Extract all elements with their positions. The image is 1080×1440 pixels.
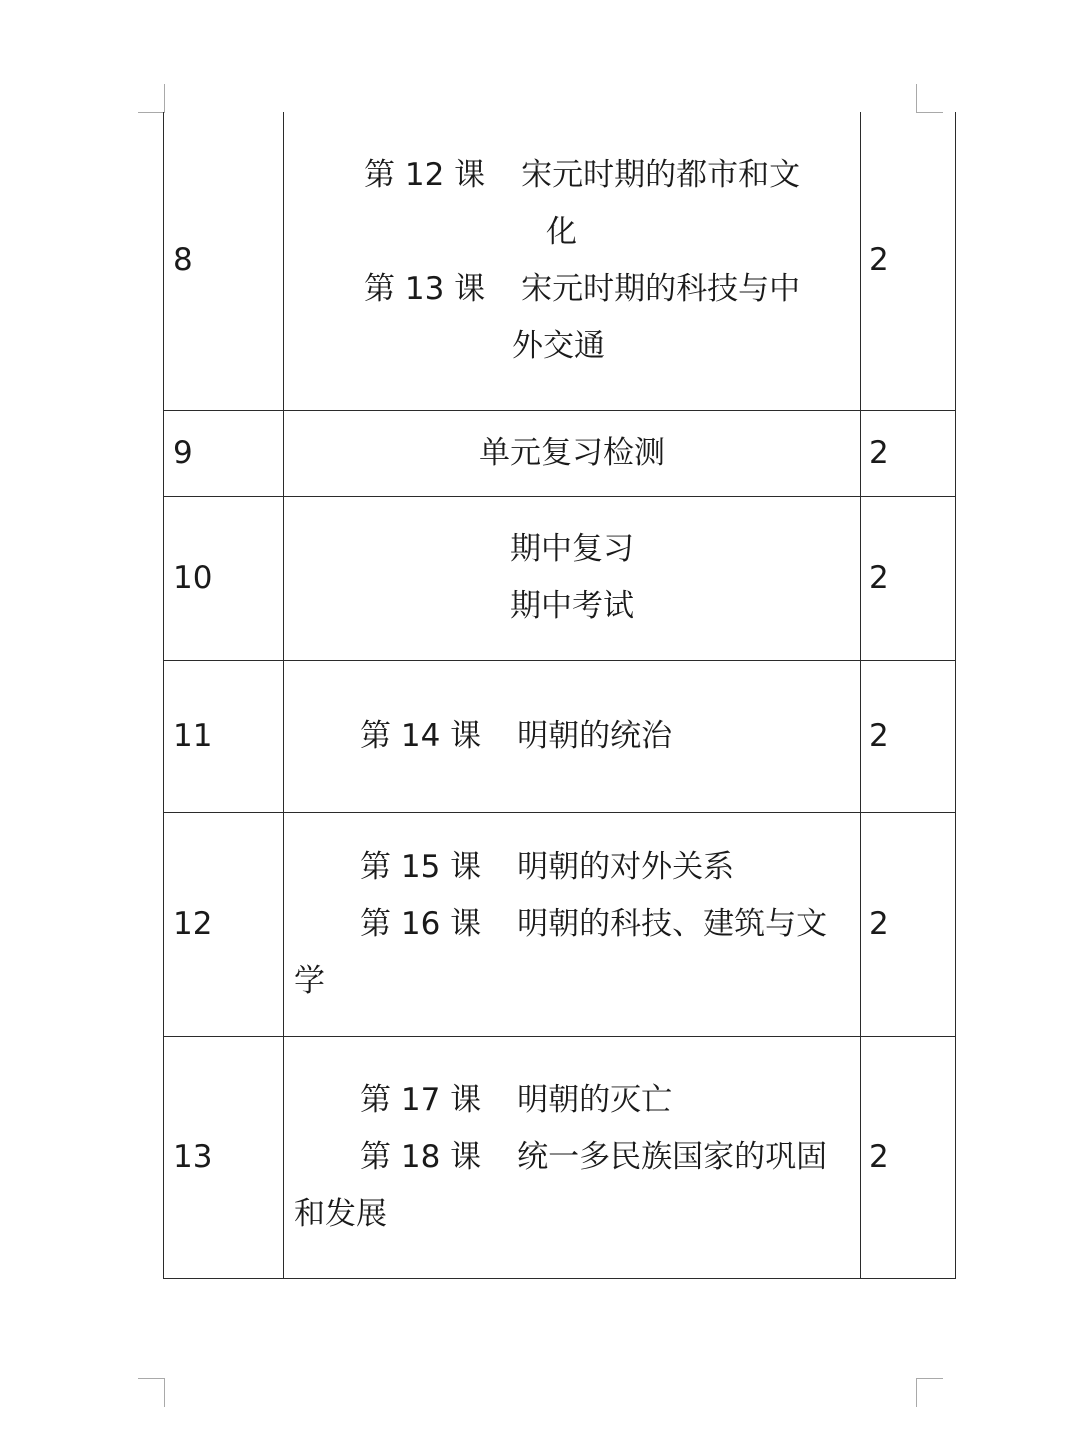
lesson-number: 第 12 课	[364, 156, 486, 193]
lesson-line	[294, 708, 850, 765]
lesson-title: 明朝的科技、建筑与文学	[294, 905, 828, 999]
week-cell: 8	[164, 112, 284, 410]
lesson-line-wrap: 外交通	[512, 327, 605, 364]
hours-cell: 2	[861, 496, 956, 660]
week-cell: 11	[164, 660, 284, 812]
crop-mark-top-left	[138, 84, 165, 113]
crop-mark-bottom-right	[916, 1378, 943, 1407]
content-cell	[284, 410, 861, 496]
crop-mark-bottom-left	[138, 1378, 165, 1407]
lesson-number: 第 13 课	[364, 270, 486, 307]
table-row	[164, 496, 956, 660]
content-cell	[284, 1036, 861, 1278]
table-row	[164, 1036, 956, 1278]
lesson-line	[294, 839, 850, 896]
hours-cell: 2	[861, 660, 956, 812]
hours-cell: 2	[861, 812, 956, 1036]
lesson-line	[294, 147, 850, 204]
lesson-line	[294, 1129, 850, 1243]
hours-cell: 2	[861, 1036, 956, 1278]
content-line: 单元复习检测	[479, 434, 665, 471]
week-cell: 10	[164, 496, 284, 660]
content-line: 期中复习	[510, 531, 634, 567]
table-row	[164, 660, 956, 812]
content-cell	[284, 112, 861, 410]
hours-cell: 2	[861, 112, 956, 410]
lesson-title-part: 宋元时期的科技与中	[521, 270, 801, 307]
lesson-line	[294, 261, 850, 318]
hours-cell: 2	[861, 410, 956, 496]
lesson-title: 统一多民族国家的巩固和发展	[294, 1138, 828, 1232]
lesson-title: 明朝的对外关系	[517, 848, 735, 885]
lesson-number: 第 14 课	[360, 717, 482, 754]
lesson-number: 第 16 课	[360, 905, 482, 942]
content-cell	[284, 496, 861, 660]
content-cell	[284, 812, 861, 1036]
lesson-line	[294, 1072, 850, 1129]
lesson-number: 第 17 课	[360, 1081, 482, 1118]
crop-mark-top-right	[916, 84, 943, 113]
week-cell: 12	[164, 812, 284, 1036]
lesson-line	[294, 896, 850, 1010]
lesson-title: 明朝的灭亡	[517, 1081, 673, 1118]
content-cell	[284, 660, 861, 812]
week-cell: 9	[164, 410, 284, 496]
week-cell: 13	[164, 1036, 284, 1278]
lesson-number: 第 15 课	[360, 848, 482, 885]
lesson-line-wrap: 化	[546, 213, 577, 250]
teaching-schedule-table	[163, 112, 956, 1279]
lesson-title: 明朝的统治	[517, 717, 673, 754]
table-row	[164, 112, 956, 410]
content-line: 期中考试	[510, 588, 634, 624]
lesson-title-part: 宋元时期的都市和文	[521, 156, 801, 193]
lesson-number: 第 18 课	[360, 1138, 482, 1175]
table-row	[164, 410, 956, 496]
table-row	[164, 812, 956, 1036]
